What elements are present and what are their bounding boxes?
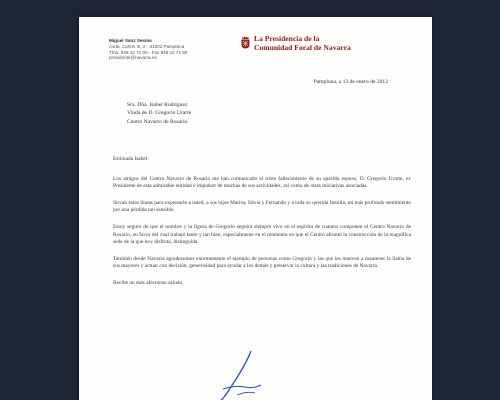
letter-body xyxy=(113,156,411,297)
institution-line-2: Comunidad Foral de Navarra xyxy=(254,42,351,52)
sender-phone: Tfno. 848 42 71 00 - Fax 848 42 71 99 xyxy=(109,49,188,55)
letter-page xyxy=(79,17,432,400)
navarra-coat-of-arms-icon xyxy=(241,36,250,49)
recipient-relation: Viuda de D. Gregorio Urarte xyxy=(127,110,192,117)
recipient-organization: Centro Navarro de Rosario xyxy=(127,118,188,125)
paragraph: También desde Navarra agradecemos enormemente el ejemplo de personas como Gregorio y las que les mueven a mantener la llama de sus mayores y actuar con decisión, generosidad para ayudar a los demás y preservar la cultura y las tradiciones de Navarra. xyxy=(113,255,411,270)
closing: Recibe un más afectuoso saludo, xyxy=(113,279,184,286)
recipient-name: Sra. Dña. Isabel Rodríguez xyxy=(127,102,188,108)
sender-block xyxy=(109,38,187,61)
sender-address: Avda. Carlos III, 2 - 31002 Pamplona xyxy=(109,43,185,49)
handwritten-signature xyxy=(217,349,277,400)
paragraph: Los amigos del Centro Navarro de Rosario me han comunicado el triste fallecimiento de su querido esposo, D. Gregorio Urarte, ex Presidente de esta admirable entidad e impulsor de muchas de sus actividades, así como de otras iniciativas asociadas. xyxy=(113,175,411,190)
paragraph: Estoy seguro de que el nombre y la figura de Gregorio seguirá siempre vivo en el espíritu de cuantos componen el Centro Navarro de Rosario, en favor del cual trabajó tanto y tan bien, especialmente en el momento en que el Centro afrontó la construcción de la magnífica sede de la que hoy disfruta, distinguida. xyxy=(113,223,411,246)
recipient-block xyxy=(127,101,191,126)
paragraph: Sirvan estas líneas para expresarle a usted, a sus hijos Marisa, Silvia y Fernando y a toda su querida familia, mi más profundo sentimiento por una pérdida tan sensible. xyxy=(113,199,411,214)
sender-email: presidente@navarra.es xyxy=(109,55,157,61)
institution-line-1: La Presidencia de la xyxy=(254,34,320,43)
place-date: Pamplona, a 13 de enero de 2012 xyxy=(313,79,388,85)
sender-name: Miguel Sanz Sesma xyxy=(109,38,152,43)
greeting: Estimada Isabel: xyxy=(113,156,149,162)
institution-header xyxy=(254,35,351,52)
